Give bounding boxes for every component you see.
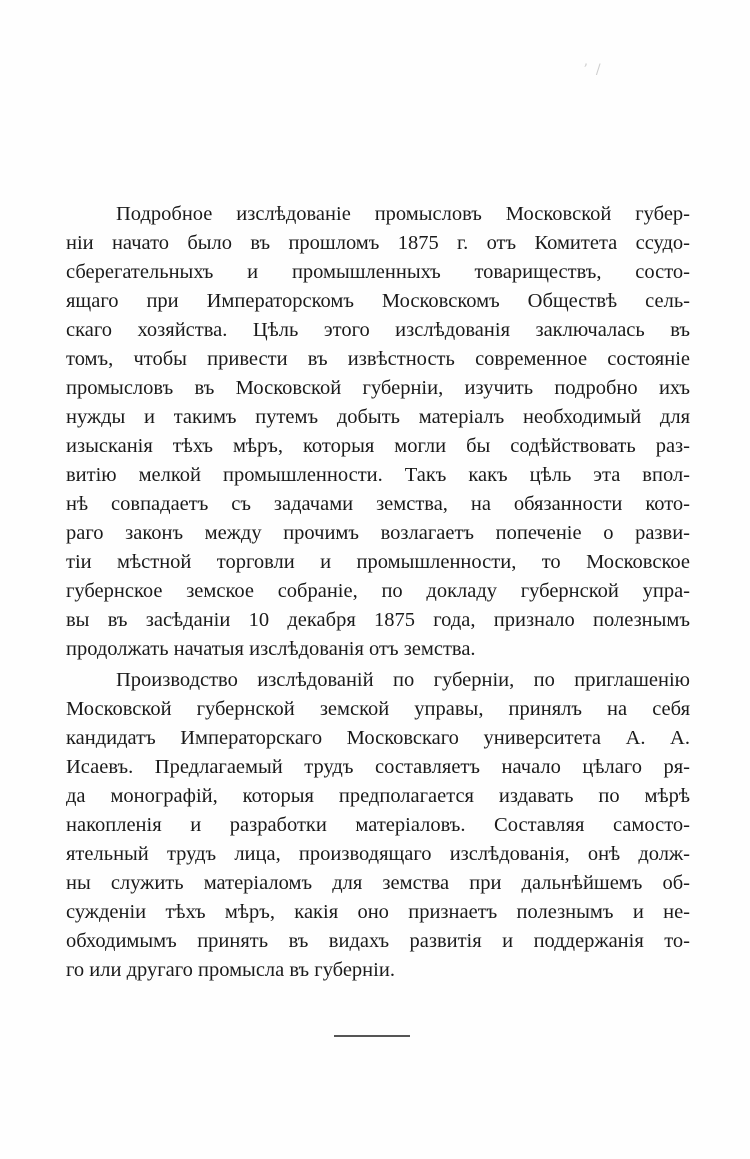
paragraph-2 (66, 666, 690, 985)
text-line: ніи начато было въ прошломъ 1875 г. отъ Комитета ссудо- (66, 232, 690, 254)
text-line: сберегательныхъ и промышленныхъ товариществъ, состо- (66, 261, 690, 283)
body-text (66, 200, 690, 985)
text-line: го или другаго промысла въ губерніи. (66, 959, 395, 981)
text-line: Подробное изслѣдованіе промысловъ Московской губер- (116, 203, 690, 225)
text-line: кандидатъ Императорскаго Московскаго университета А. А. (66, 727, 690, 749)
text-line: скаго хозяйства. Цѣль этого изслѣдованія заключалась въ (66, 319, 690, 341)
text-line: витію мелкой промышленности. Такъ какъ цѣль эта впол- (66, 464, 690, 486)
text-line: Московской губернской земской управы, принялъ на себя (66, 698, 690, 720)
text-line: тіи мѣстной торговли и промышленности, то Московское (66, 551, 690, 573)
text-line: Производство изслѣдованій по губерніи, по приглашенію (116, 669, 690, 691)
paragraph-1 (66, 200, 690, 664)
text-line: губернское земское собраніе, по докладу губернской упра- (66, 580, 690, 602)
text-line: вы въ засѣданіи 10 декабря 1875 года, признало полезнымъ (66, 609, 690, 631)
text-line: ятельный трудъ лица, производящаго изслѣдованія, онѣ долж- (66, 843, 690, 865)
text-line: ны служить матеріаломъ для земства при дальнѣйшемъ об- (66, 872, 690, 894)
text-line: раго законъ между прочимъ возлагаетъ попеченіе о разви- (66, 522, 690, 544)
text-line: изысканія тѣхъ мѣръ, которыя могли бы содѣйствовать раз- (66, 435, 690, 457)
text-line: Исаевъ. Предлагаемый трудъ составляетъ начало цѣлаго ря- (66, 756, 690, 778)
text-line: нужды и такимъ путемъ добыть матеріалъ необходимый для (66, 406, 690, 428)
text-line: нѣ совпадаетъ съ задачами земства, на обязанности кото- (66, 493, 690, 515)
text-line: накопленія и разработки матеріаловъ. Составляя самосто- (66, 814, 690, 836)
text-line: промысловъ въ Московской губерніи, изучить подробно ихъ (66, 377, 690, 399)
faint-corner-mark: ʼ / (583, 62, 603, 78)
text-line: томъ, чтобы привести въ извѣстность современное состояніе (66, 348, 690, 370)
text-line: да монографій, которыя предполагается издавать по мѣрѣ (66, 785, 690, 807)
closing-rule (334, 1035, 410, 1037)
text-line: продолжать начатыя изслѣдованія отъ земства. (66, 638, 476, 660)
text-line: сужденіи тѣхъ мѣръ, какія оно признаетъ полезнымъ и не- (66, 901, 690, 923)
text-line: ящаго при Императорскомъ Московскомъ Обществѣ сель- (66, 290, 690, 312)
text-line: обходимымъ принять въ видахъ развитія и поддержанія то- (66, 930, 690, 952)
